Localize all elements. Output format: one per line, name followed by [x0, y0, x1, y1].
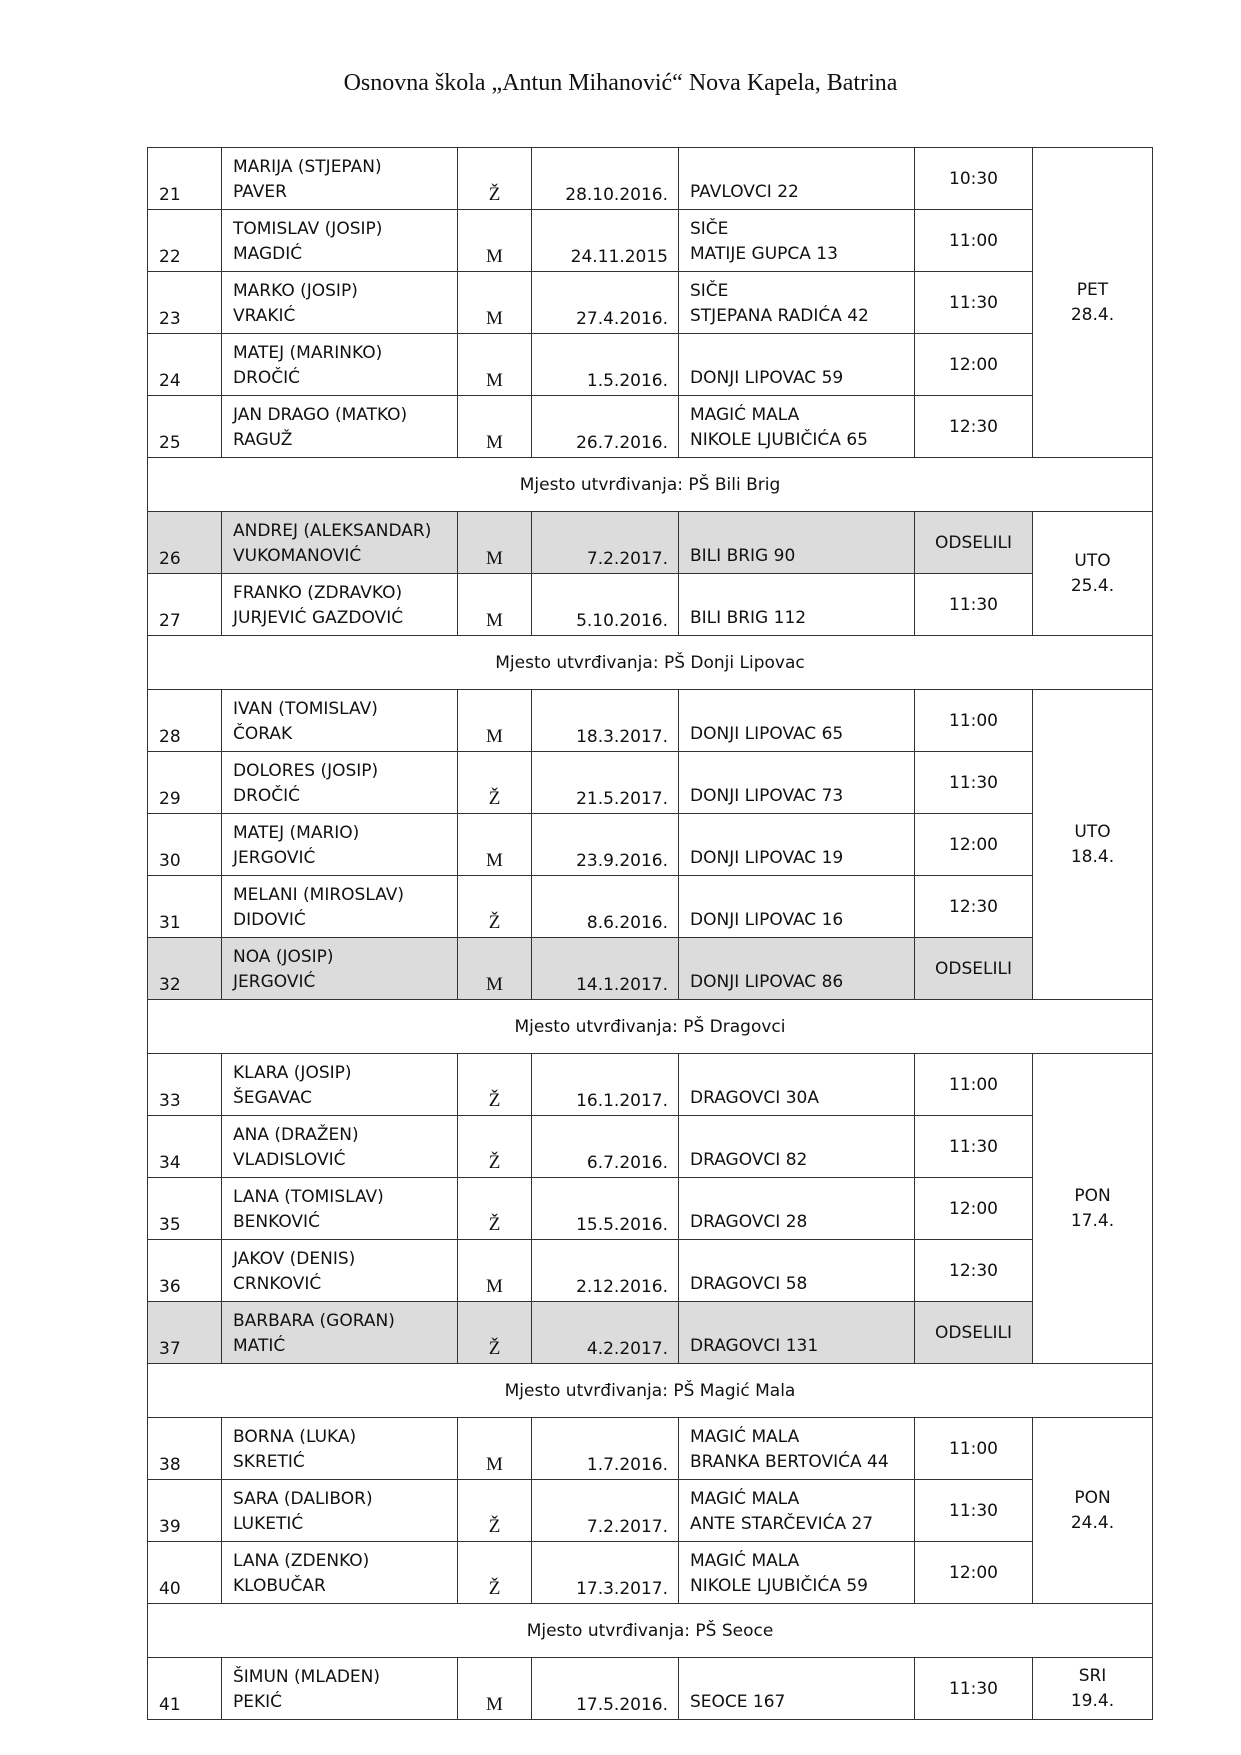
- sex-cell: Ž: [458, 876, 532, 938]
- sex-cell: Ž: [458, 1480, 532, 1542]
- address-cell-line: DONJI LIPOVAC 73: [690, 786, 844, 806]
- time-cell: 12:00: [915, 814, 1033, 876]
- address-cell-line: NIKOLE LJUBIČIĆA 59: [690, 1576, 868, 1596]
- child-name-cell-line: ŠEGAVAC: [233, 1088, 312, 1108]
- day-cell-line: PET: [1076, 279, 1109, 300]
- birth-date-cell: 14.1.2017.: [532, 938, 679, 1000]
- birth-date-cell: 28.10.2016.: [532, 148, 679, 210]
- address-cell: [679, 210, 915, 272]
- child-name-cell: [222, 1302, 458, 1364]
- birth-date-cell: 15.5.2016.: [532, 1178, 679, 1240]
- birth-date-cell: 24.11.2015: [532, 210, 679, 272]
- child-name-cell-line: BENKOVIĆ: [233, 1212, 320, 1232]
- birth-date-cell: 23.9.2016.: [532, 814, 679, 876]
- time-cell: 12:00: [915, 334, 1033, 396]
- address-cell: [679, 1658, 915, 1720]
- row-number-cell: 33: [148, 1054, 222, 1116]
- time-cell: 11:30: [915, 1480, 1033, 1542]
- table-row: [148, 876, 1153, 938]
- row-number-cell: 29: [148, 752, 222, 814]
- table-row: [148, 1480, 1153, 1542]
- child-name-cell-line: FRANKO (ZDRAVKO): [233, 583, 403, 603]
- address-cell-line: BILI BRIG 112: [690, 608, 807, 628]
- section-header-row: [148, 636, 1153, 690]
- birth-date-cell: 5.10.2016.: [532, 574, 679, 636]
- address-cell: [679, 1418, 915, 1480]
- address-cell-line: MAGIĆ MALA: [690, 1551, 800, 1571]
- address-cell-line: [690, 1061, 904, 1086]
- child-name-cell-line: ŠIMUN (MLADEN): [233, 1667, 381, 1687]
- child-name-cell-line: VLADISLOVIĆ: [233, 1150, 346, 1170]
- birth-date-cell: 21.5.2017.: [532, 752, 679, 814]
- table-row: [148, 1116, 1153, 1178]
- address-cell-line: MATIJE GUPCA 13: [690, 244, 838, 264]
- child-name-cell: [222, 334, 458, 396]
- row-number-cell: 28: [148, 690, 222, 752]
- address-cell-line: STJEPANA RADIĆA 42: [690, 306, 869, 326]
- birth-date-cell: 1.7.2016.: [532, 1418, 679, 1480]
- day-cell-line: 24.4.: [1070, 1512, 1115, 1533]
- row-number-cell: 26: [148, 512, 222, 574]
- section-location-label: Mjesto utvrđivanja: PŠ Bili Brig: [148, 458, 1153, 512]
- child-name-cell-line: LUKETIĆ: [233, 1514, 304, 1534]
- sex-cell: M: [458, 210, 532, 272]
- child-name-cell-line: MELANI (MIROSLAV): [233, 885, 404, 905]
- sex-cell: M: [458, 690, 532, 752]
- child-name-cell: [222, 574, 458, 636]
- time-cell: ODSELILI: [915, 512, 1033, 574]
- birth-date-cell: 17.5.2016.: [532, 1658, 679, 1720]
- row-number-cell: 24: [148, 334, 222, 396]
- time-cell: 12:30: [915, 1240, 1033, 1302]
- birth-date-cell: 1.5.2016.: [532, 334, 679, 396]
- table-row: [148, 814, 1153, 876]
- child-name-cell-line: BORNA (LUKA): [233, 1427, 357, 1447]
- child-name-cell-line: ANDREJ (ALEKSANDAR): [233, 521, 432, 541]
- time-cell: 11:00: [915, 1418, 1033, 1480]
- row-number-cell: 36: [148, 1240, 222, 1302]
- child-name-cell: [222, 876, 458, 938]
- address-cell-line: SEOCE 167: [690, 1692, 786, 1712]
- child-name-cell-line: TOMISLAV (JOSIP): [233, 219, 383, 239]
- child-name-cell: [222, 1418, 458, 1480]
- table-row: [148, 938, 1153, 1000]
- sex-cell: Ž: [458, 1542, 532, 1604]
- sex-cell: Ž: [458, 1302, 532, 1364]
- table-row: [148, 210, 1153, 272]
- day-cell: [1033, 512, 1153, 636]
- day-cell-line: UTO: [1074, 821, 1111, 842]
- day-cell: [1033, 1418, 1153, 1604]
- row-number-cell: 39: [148, 1480, 222, 1542]
- child-name-cell: [222, 1658, 458, 1720]
- day-cell: [1033, 690, 1153, 1000]
- sex-cell: Ž: [458, 1178, 532, 1240]
- birth-date-cell: 26.7.2016.: [532, 396, 679, 458]
- child-name-cell-line: ANA (DRAŽEN): [233, 1125, 359, 1145]
- address-cell-line: MAGIĆ MALA: [690, 405, 800, 425]
- section-location-label: Mjesto utvrđivanja: PŠ Magić Mala: [148, 1364, 1153, 1418]
- child-name-cell: [222, 1178, 458, 1240]
- address-cell: [679, 1054, 915, 1116]
- day-cell: [1033, 1054, 1153, 1364]
- address-cell: [679, 690, 915, 752]
- child-name-cell: [222, 1116, 458, 1178]
- child-name-cell-line: DROČIĆ: [233, 786, 301, 806]
- address-cell-line: [690, 341, 904, 366]
- child-name-cell: [222, 1542, 458, 1604]
- sex-cell: M: [458, 1240, 532, 1302]
- birth-date-cell: 18.3.2017.: [532, 690, 679, 752]
- table-row: [148, 1658, 1153, 1720]
- section-header-row: [148, 1364, 1153, 1418]
- child-name-cell-line: PEKIĆ: [233, 1692, 283, 1712]
- child-name-cell-line: MATEJ (MARINKO): [233, 343, 383, 363]
- address-cell-line: PAVLOVCI 22: [690, 182, 799, 202]
- birth-date-cell: 8.6.2016.: [532, 876, 679, 938]
- day-cell-line: SRI: [1078, 1665, 1107, 1686]
- address-cell: [679, 574, 915, 636]
- row-number-cell: 32: [148, 938, 222, 1000]
- address-cell: [679, 334, 915, 396]
- child-name-cell-line: KLOBUČAR: [233, 1576, 326, 1596]
- child-name-cell-line: RAGUŽ: [233, 430, 293, 450]
- birth-date-cell: 4.2.2017.: [532, 1302, 679, 1364]
- address-cell-line: DONJI LIPOVAC 59: [690, 368, 844, 388]
- address-cell: [679, 1480, 915, 1542]
- address-cell-line: BRANKA BERTOVIĆA 44: [690, 1452, 889, 1472]
- table-row: [148, 1178, 1153, 1240]
- address-cell: [679, 1302, 915, 1364]
- time-cell: 12:00: [915, 1542, 1033, 1604]
- day-cell-line: 25.4.: [1070, 575, 1115, 596]
- birth-date-cell: 7.2.2017.: [532, 1480, 679, 1542]
- address-cell: [679, 1240, 915, 1302]
- child-name-cell: [222, 272, 458, 334]
- child-name-cell-line: DOLORES (JOSIP): [233, 761, 379, 781]
- child-name-cell: [222, 148, 458, 210]
- time-cell: 11:30: [915, 272, 1033, 334]
- section-header-row: [148, 1604, 1153, 1658]
- birth-date-cell: 16.1.2017.: [532, 1054, 679, 1116]
- child-name-cell-line: BARBARA (GORAN): [233, 1311, 395, 1331]
- child-name-cell-line: JAKOV (DENIS): [233, 1249, 356, 1269]
- day-cell: [1033, 1658, 1153, 1720]
- child-name-cell: [222, 814, 458, 876]
- row-number-cell: 22: [148, 210, 222, 272]
- address-cell-line: [690, 1665, 904, 1690]
- address-cell-line: MAGIĆ MALA: [690, 1427, 800, 1447]
- row-number-cell: 37: [148, 1302, 222, 1364]
- child-name-cell-line: JERGOVIĆ: [233, 848, 316, 868]
- sex-cell: Ž: [458, 148, 532, 210]
- address-cell-line: NIKOLE LJUBIČIĆA 65: [690, 430, 868, 450]
- address-cell-line: DONJI LIPOVAC 65: [690, 724, 844, 744]
- row-number-cell: 41: [148, 1658, 222, 1720]
- child-name-cell-line: VUKOMANOVIĆ: [233, 546, 362, 566]
- day-cell-line: PON: [1074, 1185, 1111, 1206]
- time-cell: 11:30: [915, 1116, 1033, 1178]
- time-cell: ODSELILI: [915, 938, 1033, 1000]
- section-location-label: Mjesto utvrđivanja: PŠ Dragovci: [148, 1000, 1153, 1054]
- address-cell-line: [690, 581, 904, 606]
- table-row: [148, 1240, 1153, 1302]
- child-name-cell-line: LANA (TOMISLAV): [233, 1187, 384, 1207]
- day-cell-line: 19.4.: [1070, 1690, 1115, 1711]
- address-cell: [679, 396, 915, 458]
- address-cell-line: [690, 821, 904, 846]
- child-name-cell-line: PAVER: [233, 182, 287, 202]
- address-cell-line: [690, 1247, 904, 1272]
- child-name-cell: [222, 210, 458, 272]
- address-cell: [679, 512, 915, 574]
- day-cell: [1033, 148, 1153, 458]
- address-cell: [679, 1178, 915, 1240]
- address-cell-line: ANTE STARČEVIĆA 27: [690, 1514, 874, 1534]
- table-row: [148, 1542, 1153, 1604]
- table-row: [148, 574, 1153, 636]
- child-name-cell-line: SARA (DALIBOR): [233, 1489, 373, 1509]
- address-cell: [679, 1542, 915, 1604]
- section-location-label: Mjesto utvrđivanja: PŠ Donji Lipovac: [148, 636, 1153, 690]
- birth-date-cell: 7.2.2017.: [532, 512, 679, 574]
- child-name-cell-line: MATEJ (MARIO): [233, 823, 360, 843]
- table-row: [148, 1418, 1153, 1480]
- address-cell: [679, 752, 915, 814]
- table-row: [148, 690, 1153, 752]
- child-name-cell: [222, 1240, 458, 1302]
- time-cell: ODSELILI: [915, 1302, 1033, 1364]
- section-header-row: [148, 1000, 1153, 1054]
- child-name-cell-line: ČORAK: [233, 724, 293, 744]
- sex-cell: Ž: [458, 1116, 532, 1178]
- birth-date-cell: 17.3.2017.: [532, 1542, 679, 1604]
- table-row: [148, 1302, 1153, 1364]
- address-cell-line: [690, 945, 904, 970]
- sex-cell: M: [458, 1418, 532, 1480]
- address-cell-line: [690, 1123, 904, 1148]
- day-cell-line: 17.4.: [1070, 1210, 1115, 1231]
- table-row: [148, 512, 1153, 574]
- child-name-cell-line: VRAKIĆ: [233, 306, 296, 326]
- address-cell-line: DONJI LIPOVAC 19: [690, 848, 844, 868]
- section-header-row: [148, 458, 1153, 512]
- table-row: [148, 396, 1153, 458]
- address-cell: [679, 1116, 915, 1178]
- child-name-cell-line: MARKO (JOSIP): [233, 281, 358, 301]
- row-number-cell: 34: [148, 1116, 222, 1178]
- row-number-cell: 21: [148, 148, 222, 210]
- row-number-cell: 40: [148, 1542, 222, 1604]
- time-cell: 11:00: [915, 690, 1033, 752]
- child-name-cell: [222, 1480, 458, 1542]
- table-row: [148, 272, 1153, 334]
- child-name-cell: [222, 396, 458, 458]
- child-name-cell: [222, 752, 458, 814]
- row-number-cell: 27: [148, 574, 222, 636]
- page-title: Osnovna škola „Antun Mihanović“ Nova Kapela, Batrina: [343, 70, 898, 96]
- sex-cell: Ž: [458, 1054, 532, 1116]
- address-cell-line: SIČE: [690, 219, 729, 239]
- child-name-cell-line: DIDOVIĆ: [233, 910, 306, 930]
- time-cell: 10:30: [915, 148, 1033, 210]
- sex-cell: M: [458, 512, 532, 574]
- section-location-label: Mjesto utvrđivanja: PŠ Seoce: [148, 1604, 1153, 1658]
- address-cell-line: DONJI LIPOVAC 86: [690, 972, 844, 992]
- address-cell-line: DRAGOVCI 131: [690, 1336, 819, 1356]
- time-cell: 12:30: [915, 396, 1033, 458]
- address-cell-line: [690, 759, 904, 784]
- birth-date-cell: 27.4.2016.: [532, 272, 679, 334]
- address-cell-line: [690, 519, 904, 544]
- address-cell: [679, 814, 915, 876]
- child-name-cell: [222, 1054, 458, 1116]
- table-row: [148, 148, 1153, 210]
- row-number-cell: 23: [148, 272, 222, 334]
- child-name-cell-line: MARIJA (STJEPAN): [233, 157, 382, 177]
- birth-date-cell: 6.7.2016.: [532, 1116, 679, 1178]
- sex-cell: M: [458, 938, 532, 1000]
- row-number-cell: 30: [148, 814, 222, 876]
- sex-cell: Ž: [458, 752, 532, 814]
- address-cell: [679, 148, 915, 210]
- address-cell-line: DRAGOVCI 28: [690, 1212, 808, 1232]
- row-number-cell: 35: [148, 1178, 222, 1240]
- address-cell-line: BILI BRIG 90: [690, 546, 796, 566]
- time-cell: 12:30: [915, 876, 1033, 938]
- address-cell-line: [690, 155, 904, 180]
- sex-cell: M: [458, 396, 532, 458]
- row-number-cell: 38: [148, 1418, 222, 1480]
- address-cell-line: DRAGOVCI 30A: [690, 1088, 819, 1108]
- address-cell-line: [690, 1185, 904, 1210]
- table-row: [148, 334, 1153, 396]
- enrollment-schedule-table: [147, 147, 1153, 1720]
- child-name-cell: [222, 512, 458, 574]
- birth-date-cell: 2.12.2016.: [532, 1240, 679, 1302]
- address-cell-line: DRAGOVCI 82: [690, 1150, 808, 1170]
- child-name-cell-line: CRNKOVIĆ: [233, 1274, 322, 1294]
- address-cell: [679, 876, 915, 938]
- time-cell: 12:00: [915, 1178, 1033, 1240]
- address-cell-line: SIČE: [690, 281, 729, 301]
- address-cell-line: DRAGOVCI 58: [690, 1274, 808, 1294]
- child-name-cell: [222, 938, 458, 1000]
- child-name-cell-line: LANA (ZDENKO): [233, 1551, 370, 1571]
- address-cell-line: MAGIĆ MALA: [690, 1489, 800, 1509]
- time-cell: 11:30: [915, 752, 1033, 814]
- child-name-cell-line: SKRETIĆ: [233, 1452, 305, 1472]
- time-cell: 11:00: [915, 210, 1033, 272]
- address-cell-line: [690, 1309, 904, 1334]
- time-cell: 11:30: [915, 1658, 1033, 1720]
- row-number-cell: 31: [148, 876, 222, 938]
- table-row: [148, 1054, 1153, 1116]
- child-name-cell-line: MATIĆ: [233, 1336, 286, 1356]
- day-cell-line: UTO: [1074, 550, 1111, 571]
- sex-cell: M: [458, 814, 532, 876]
- table-row: [148, 752, 1153, 814]
- sex-cell: M: [458, 1658, 532, 1720]
- child-name-cell: [222, 690, 458, 752]
- day-cell-line: 28.4.: [1070, 304, 1115, 325]
- day-cell-line: 18.4.: [1070, 846, 1115, 867]
- address-cell-line: [690, 697, 904, 722]
- child-name-cell-line: JERGOVIĆ: [233, 972, 316, 992]
- child-name-cell-line: KLARA (JOSIP): [233, 1063, 352, 1083]
- address-cell-line: [690, 883, 904, 908]
- child-name-cell-line: JAN DRAGO (MATKO): [233, 405, 408, 425]
- child-name-cell-line: MAGDIĆ: [233, 244, 303, 264]
- child-name-cell-line: JURJEVIĆ GAZDOVIĆ: [233, 608, 404, 628]
- address-cell: [679, 272, 915, 334]
- address-cell: [679, 938, 915, 1000]
- child-name-cell-line: NOA (JOSIP): [233, 947, 334, 967]
- child-name-cell-line: DROČIĆ: [233, 368, 301, 388]
- address-cell-line: DONJI LIPOVAC 16: [690, 910, 844, 930]
- day-cell-line: PON: [1074, 1487, 1111, 1508]
- row-number-cell: 25: [148, 396, 222, 458]
- child-name-cell-line: IVAN (TOMISLAV): [233, 699, 378, 719]
- sex-cell: M: [458, 574, 532, 636]
- sex-cell: M: [458, 272, 532, 334]
- time-cell: 11:30: [915, 574, 1033, 636]
- time-cell: 11:00: [915, 1054, 1033, 1116]
- sex-cell: M: [458, 334, 532, 396]
